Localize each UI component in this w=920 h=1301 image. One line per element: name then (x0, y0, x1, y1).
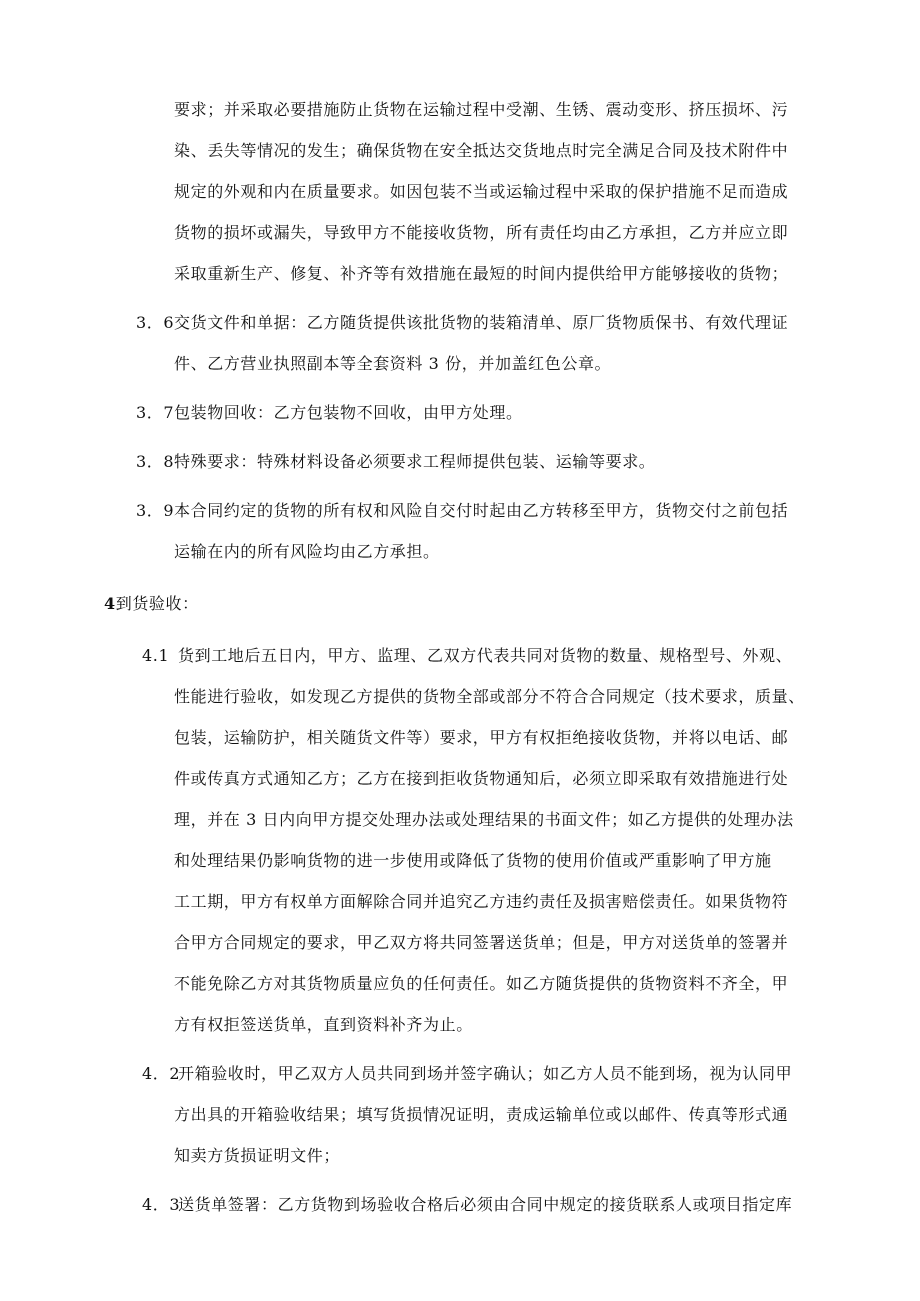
carryover-line-5: 采取重新生产、修复、补齐等有效措施在最短的时间内提供给甲方能够接收的货物； (174, 264, 789, 283)
clause-number: 3．6 (136, 313, 175, 332)
carryover-line-2: 染、丢失等情况的发生；确保货物在安全抵达交货地点时完全满足合同及技术附件中 (174, 141, 789, 160)
clause-4-2-line-2: 方出具的开箱验收结果；填写货损情况证明，责成运输单位或以邮件、传真等形式通 (174, 1105, 789, 1124)
clause-text-line: 送货单签署：乙方货物到场验收合格后必须由合同中规定的接货联系人或项目指定库 (178, 1195, 793, 1214)
clause-4-2 (142, 1064, 792, 1084)
clause-3-7 (136, 403, 523, 423)
clause-3-6 (136, 313, 788, 333)
clause-4-2-line-3: 知卖方货损证明文件； (174, 1146, 341, 1165)
clause-text-line: 交货文件和单据：乙方随货提供该批货物的装箱清单、原厂货物质保书、有效代理证 (174, 313, 789, 332)
clause-text-line: 特殊要求：特殊材料设备必须要求工程师提供包装、运输等要求。 (174, 452, 656, 471)
clause-text-line: 开箱验收时，甲乙双方人员共同到场并签字确认；如乙方人员不能到场，视为认同甲 (178, 1064, 793, 1083)
clause-3-6-line-2: 件、乙方营业执照副本等全套资料 3 份，并加盖红色公章。 (174, 354, 612, 373)
clause-number: 4．3 (142, 1195, 181, 1214)
carryover-line-1: 要求；并采取必要措施防止货物在运输过程中受潮、生锈、震动变形、挤压损坏、污 (174, 100, 789, 119)
clause-3-9-line-2: 运输在内的所有风险均由乙方承担。 (174, 542, 440, 561)
clause-4-1-line-9: 不能免除乙方对其货物质量应负的任何责任。如乙方随货提供的货物资料不齐全，甲 (174, 974, 789, 993)
clause-number: 4．2 (142, 1064, 181, 1083)
clause-4-1-line-3: 包装，运输防护，相关随货文件等）要求，甲方有权拒绝接收货物，并将以电话、邮 (174, 728, 789, 747)
clause-number: 3．9 (136, 501, 175, 520)
clause-3-8 (136, 452, 655, 472)
clause-4-1-line-6: 和处理结果仍影响货物的进一步使用或降低了货物的使用价值或严重影响了甲方施 (174, 851, 772, 870)
clause-4-3 (142, 1195, 792, 1215)
section-number: 4 (104, 594, 116, 613)
clause-text-line: 包装物回收：乙方包装物不回收，由甲方处理。 (174, 403, 523, 422)
clause-text-line: 本合同约定的货物的所有权和风险自交付时起由乙方转移至甲方，货物交付之前包括 (174, 501, 789, 520)
clause-4-1-line-5: 理，并在 3 日内向甲方提交处理办法或处理结果的书面文件；如乙方提供的处理办法 (174, 810, 794, 829)
carryover-line-3: 规定的外观和内在质量要求。如因包装不当或运输过程中采取的保护措施不足而造成 (174, 182, 789, 201)
clause-4-1-line-8: 合甲方合同规定的要求，甲乙双方将共同签署送货单；但是，甲方对送货单的签署并 (174, 933, 789, 952)
clause-4-1-line-4: 件或传真方式通知乙方；乙方在接到拒收货物通知后，必须立即采取有效措施进行处 (174, 769, 789, 788)
clause-4-1-line-10: 方有权拒签送货单，直到资料补齐为止。 (174, 1015, 473, 1034)
clause-number: 4.1 (142, 646, 170, 665)
clause-text-line: 货到工地后五日内，甲方、监理、乙双方代表共同对货物的数量、规格型号、外观、 (178, 646, 793, 665)
section-4-heading (104, 594, 199, 614)
clause-number: 3．8 (136, 452, 175, 471)
clause-number: 3．7 (136, 403, 175, 422)
clause-3-9 (136, 501, 788, 521)
clause-4-1-line-7: 工工期，甲方有权单方面解除合同并追究乙方违约责任及损害赔偿责任。如果货物符 (174, 892, 789, 911)
clause-4-1-line-2: 性能进行验收，如发现乙方提供的货物全部或部分不符合合同规定（技术要求，质量、 (174, 687, 805, 706)
section-title: 到货验收： (115, 594, 199, 613)
carryover-line-4: 货物的损坏或漏失，导致甲方不能接收货物，所有责任均由乙方承担，乙方并应立即 (174, 223, 789, 242)
clause-4-1 (142, 646, 792, 666)
